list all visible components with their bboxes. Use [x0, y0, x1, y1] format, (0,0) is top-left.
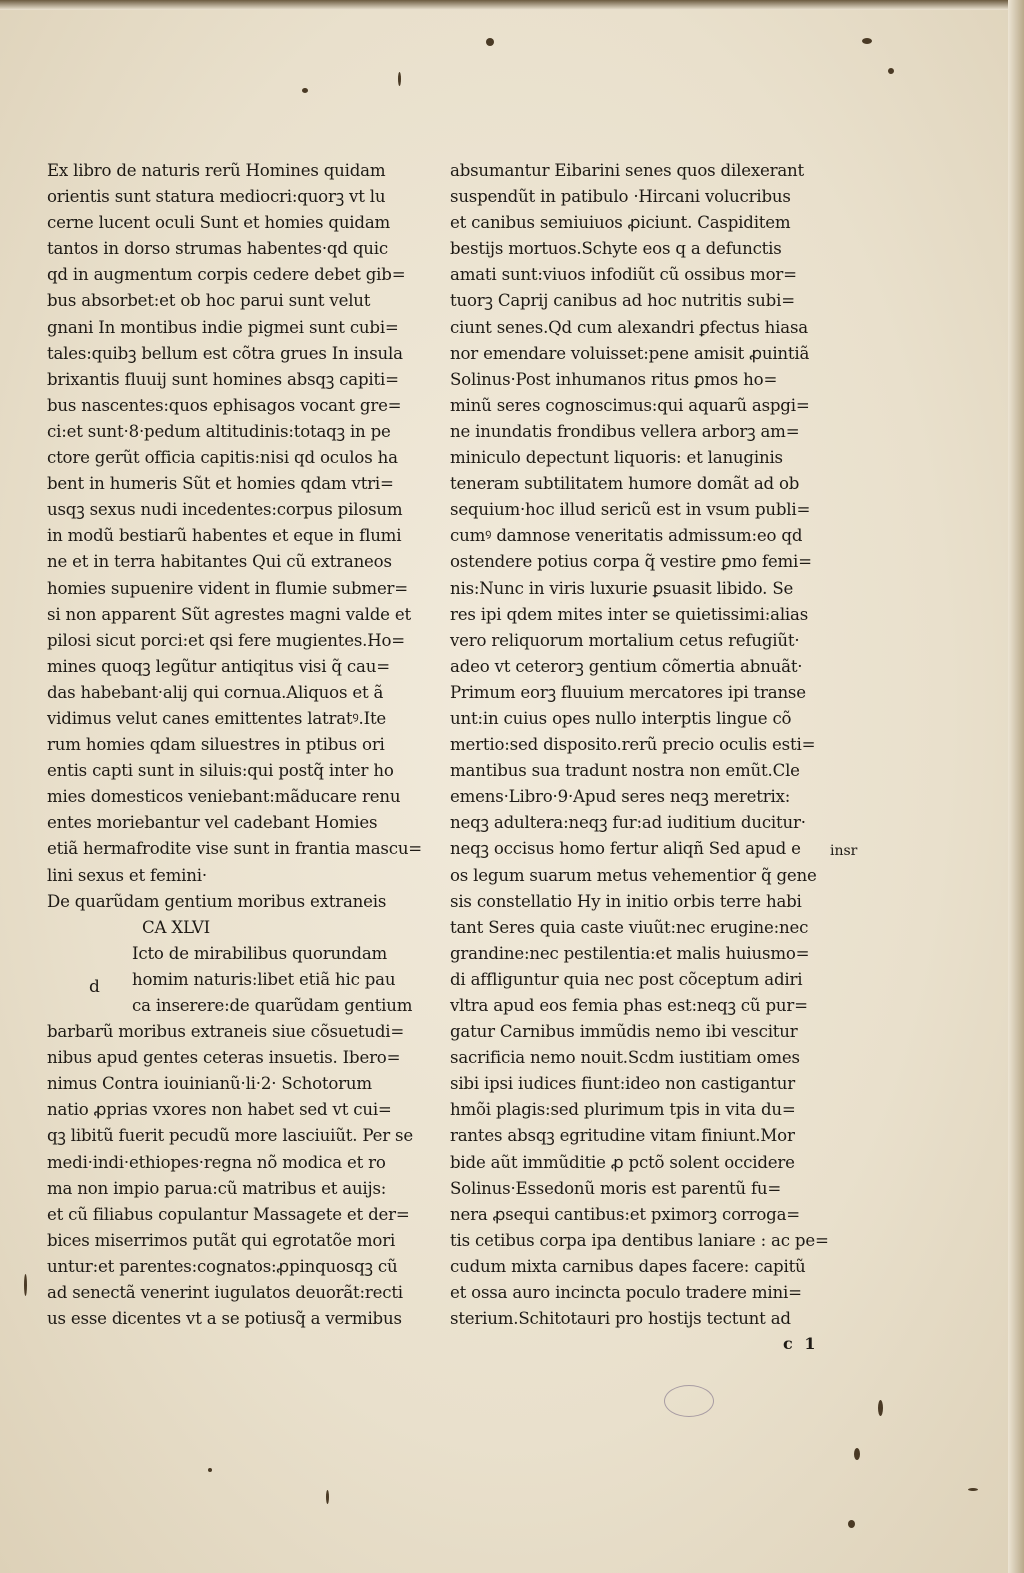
text-line: tales:quibꝫ bellum est cõtra grues In insula	[47, 343, 403, 363]
text-line: sacrificia nemo nouit.Scdm iustitiam omes	[450, 1048, 800, 1068]
text-line: nibus apud gentes ceteras insuetis. Ibero=	[47, 1048, 401, 1068]
paper-speck	[24, 1274, 27, 1296]
text-line: rum homies qdam siluestres in ptibus ori	[47, 735, 385, 755]
paper-speck	[208, 1468, 212, 1472]
text-line: absumantur Eibarini senes quos dilexerant	[450, 161, 804, 180]
text-line: et cũ filiabus copulantur Massagete et der=	[47, 1204, 410, 1224]
text-line: gatur Carnibus immũdis nemo ibi vescitur	[450, 1022, 798, 1042]
text-line: homies supuenire vident in flumie submer=	[47, 578, 408, 598]
text-line: hmõi plagis:sed plurimum tpis in vita du=	[450, 1100, 796, 1120]
text-line: ma non impio parua:cũ matribus et auijs:	[47, 1178, 387, 1198]
text-line: ciunt senes.Qd cum alexandri ꝑfectus hiasa	[450, 317, 808, 337]
text-line: ctore gerũt officia capitis:nisi qd oculos ha	[47, 448, 398, 468]
text-line: ostendere potius corpa q̃ vestire ꝑmo femi=	[450, 552, 812, 572]
text-line: cudum mixta carnibus dapes facere: capitũ	[450, 1256, 806, 1276]
text-line: sterium.Schitotauri pro hostijs tectunt ad	[450, 1309, 791, 1329]
text-line: adeo vt ceterorꝫ gentium cõmertia abnuãt·	[450, 656, 803, 676]
text-line: et ossa auro incincta poculo tradere mini=	[450, 1283, 802, 1303]
text-line: mertio:sed disposito.rerũ precio oculis esti=	[450, 735, 816, 755]
text-line: etiã hermafrodite vise sunt in frantia mascu=	[47, 839, 423, 859]
text-line: Solinus·Post inhumanos ritus ꝑmos ho=	[450, 369, 778, 389]
text-line: bestijs mortuos.Schyte eos q a defunctis	[450, 239, 782, 259]
text-line: sis constellatio Hy in initio orbis terre habi	[450, 891, 802, 911]
text-line: emens·Libro·9·Apud seres neqꝫ meretrix:	[450, 787, 791, 807]
text-line: res ipi qdem mites inter se quietissimi:alias	[450, 604, 809, 624]
text-line: nera ꝓsequi cantibus:et pximorꝫ corroga=	[450, 1204, 800, 1224]
text-line: natio ꝓprias vxores non habet sed vt cui=	[47, 1100, 392, 1120]
text-line: nor emendare voluisset:pene amisit ꝓuintiã	[450, 343, 810, 363]
paper-speck	[888, 68, 894, 74]
library-stamp	[664, 1385, 714, 1417]
paper-speck	[486, 38, 494, 46]
text-line: neqꝫ adultera:neqꝫ fur:ad iuditium ducitur·	[450, 813, 806, 833]
text-line: bus nascentes:quos ephisagos vocant gre=	[47, 395, 402, 415]
text-line: mines quoqꝫ legũtur antiqitus visi q̃ cau=	[47, 656, 390, 676]
text-line: amati sunt:viuos infodiũt cũ ossibus mor=	[450, 265, 797, 285]
text-line: das habebant·alij qui cornua.Aliquos et ã	[47, 682, 384, 702]
text-line: Icto de mirabilibus quorundam	[132, 943, 388, 963]
text-line: qd in augmentum corpis cedere debet gib=	[47, 265, 406, 285]
text-line: De quarũdam gentium moribus extraneis	[47, 891, 387, 911]
paper-speck	[398, 72, 401, 86]
text-line: untur:et parentes:cognatos:ꝓpinquosqꝫ cũ	[47, 1256, 398, 1276]
paper-speck	[326, 1490, 329, 1504]
text-line: si non apparent Sũt agrestes magni valde et	[47, 604, 411, 624]
text-line: tis cetibus corpa ipa dentibus laniare : ac pe=	[450, 1230, 829, 1250]
paper-speck	[302, 88, 308, 93]
text-line: rantes absqꝫ egritudine vitam finiunt.Mor	[450, 1126, 795, 1146]
text-line: mantibus sua tradunt nostra non emũt.Cle	[450, 761, 800, 781]
text-line: ne inundatis frondibus vellera arborꝫ am=	[450, 421, 800, 441]
text-line: cumꝰ damnose veneritatis admissum:eo qd	[450, 526, 803, 546]
margin-note: insr	[830, 843, 858, 859]
text-line: usqꝫ sexus nudi incedentes:corpus pilosum	[47, 500, 403, 520]
text-line: medi·indi·ethiopes·regna nõ modica et ro	[47, 1152, 386, 1172]
text-line: vero reliquorum mortalium cetus refugiũt·	[450, 630, 800, 650]
right-text-column	[450, 158, 829, 1332]
text-line: gnani In montibus indie pigmei sunt cubi=	[47, 317, 399, 337]
text-line: bus absorbet:et ob hoc parui sunt velut	[47, 291, 371, 311]
text-line: bide aũt immũditie ꝓ pctõ solent occidere	[450, 1152, 795, 1172]
text-line: tuorꝫ Caprij canibus ad hoc nutritis subi=	[450, 291, 795, 311]
paper-speck	[878, 1400, 883, 1416]
text-line: tant Seres quia caste viuũt:nec erugine:nec	[450, 917, 809, 937]
text-line: orientis sunt statura mediocri:quorꝫ vt lu	[47, 187, 386, 207]
paper-speck	[854, 1448, 860, 1460]
text-line: ci:et sunt·8·pedum altitudinis:totaqꝫ in pe	[47, 421, 391, 441]
text-line: miniculo depectunt liquoris: et lanuginis	[450, 448, 783, 468]
text-line: us esse dicentes vt a se potiusq̃ a vermibus	[47, 1309, 402, 1329]
text-line: et canibus semiuiuos ꝓiciunt. Caspiditem	[450, 213, 791, 233]
text-line: suspendũt in patibulo ·Hircani volucribus	[450, 187, 791, 207]
text-line: ad senectã venerint iugulatos deuorãt:recti	[47, 1283, 403, 1303]
text-line: cerne lucent oculi Sunt et homies quidam	[47, 213, 391, 233]
text-line: grandine:nec pestilentia:et malis huiusmo=	[450, 943, 810, 963]
text-line: sequium·hoc illud sericũ est in vsum publi=	[450, 500, 811, 520]
text-line: pilosi sicut porci:et qsi fere mugientes.Ho=	[47, 630, 405, 650]
text-line: Primum eorꝫ fluuium mercatores ipi transe	[450, 682, 806, 702]
text-line: brixantis fluuij sunt homines absqꝫ capiti=	[47, 369, 399, 389]
text-line: ca inserere:de quarũdam gentium	[132, 996, 413, 1015]
text-line: tantos in dorso strumas habentes·qd quic	[47, 239, 388, 259]
paper-speck	[848, 1520, 855, 1528]
text-line: bent in humeris Sũt et homies qdam vtri=	[47, 474, 394, 494]
text-line: entis capti sunt in siluis:qui postq̃ inter ho	[47, 761, 394, 781]
text-line: barbarũ moribus extraneis siue cõsuetudi=	[47, 1022, 405, 1042]
page-top-edge	[0, 0, 1024, 10]
text-line: unt:in cuius opes nullo interptis lingue cõ	[450, 708, 792, 728]
text-line: Ex libro de naturis rerũ Homines quidam	[47, 161, 386, 180]
text-line: entes moriebantur vel cadebant Homies	[47, 813, 378, 833]
text-line: minũ seres cognoscimus:qui aquarũ aspgi=	[450, 395, 810, 415]
signature-mark: c 1	[783, 1334, 819, 1353]
text-line: lini sexus et femini·	[47, 865, 207, 885]
text-line: homim naturis:libet etiã hic pau	[132, 969, 396, 989]
text-line: os legum suarum metus vehementior q̃ gene	[450, 865, 817, 885]
guide-letter: d	[89, 977, 100, 997]
text-line: sibi ipsi iudices fiunt:ideo non castigantur	[450, 1074, 795, 1094]
text-line: bices miserrimos putãt qui egrotatõe mori	[47, 1230, 396, 1250]
text-line: ne et in terra habitantes Qui cũ extraneos	[47, 552, 392, 572]
left-text-column	[47, 158, 423, 1332]
text-line: di affliguntur quia nec post cõceptum adiri	[450, 969, 803, 989]
paper-speck	[862, 38, 872, 44]
text-line: neqꝫ occisus homo fertur aliqñ Sed apud e	[450, 839, 801, 859]
text-line: vltra apud eos femia phas est:neqꝫ cũ pur=	[450, 996, 808, 1015]
text-line: nis:Nunc in viris luxurie ꝑsuasit libido. Se	[450, 578, 794, 598]
text-line: Solinus·Essedonũ moris est parentũ fu=	[450, 1178, 782, 1198]
paper-speck	[968, 1488, 978, 1491]
text-line: vidimus velut canes emittentes latratꝰ.Ite	[47, 708, 387, 728]
text-line: CA XLVI	[142, 917, 210, 937]
page-right-edge	[1008, 0, 1024, 1573]
text-line: qꝫ libitũ fuerit pecudũ more lasciuiũt. Per se	[47, 1126, 413, 1146]
text-line: in modũ bestiarũ habentes et eque in flumi	[47, 526, 402, 546]
text-line: mies domesticos veniebant:mãducare renu	[47, 787, 401, 807]
text-line: teneram subtilitatem humore domãt ad ob	[450, 474, 800, 494]
text-line: nimus Contra iouinianũ·li·2· Schotorum	[47, 1074, 372, 1094]
